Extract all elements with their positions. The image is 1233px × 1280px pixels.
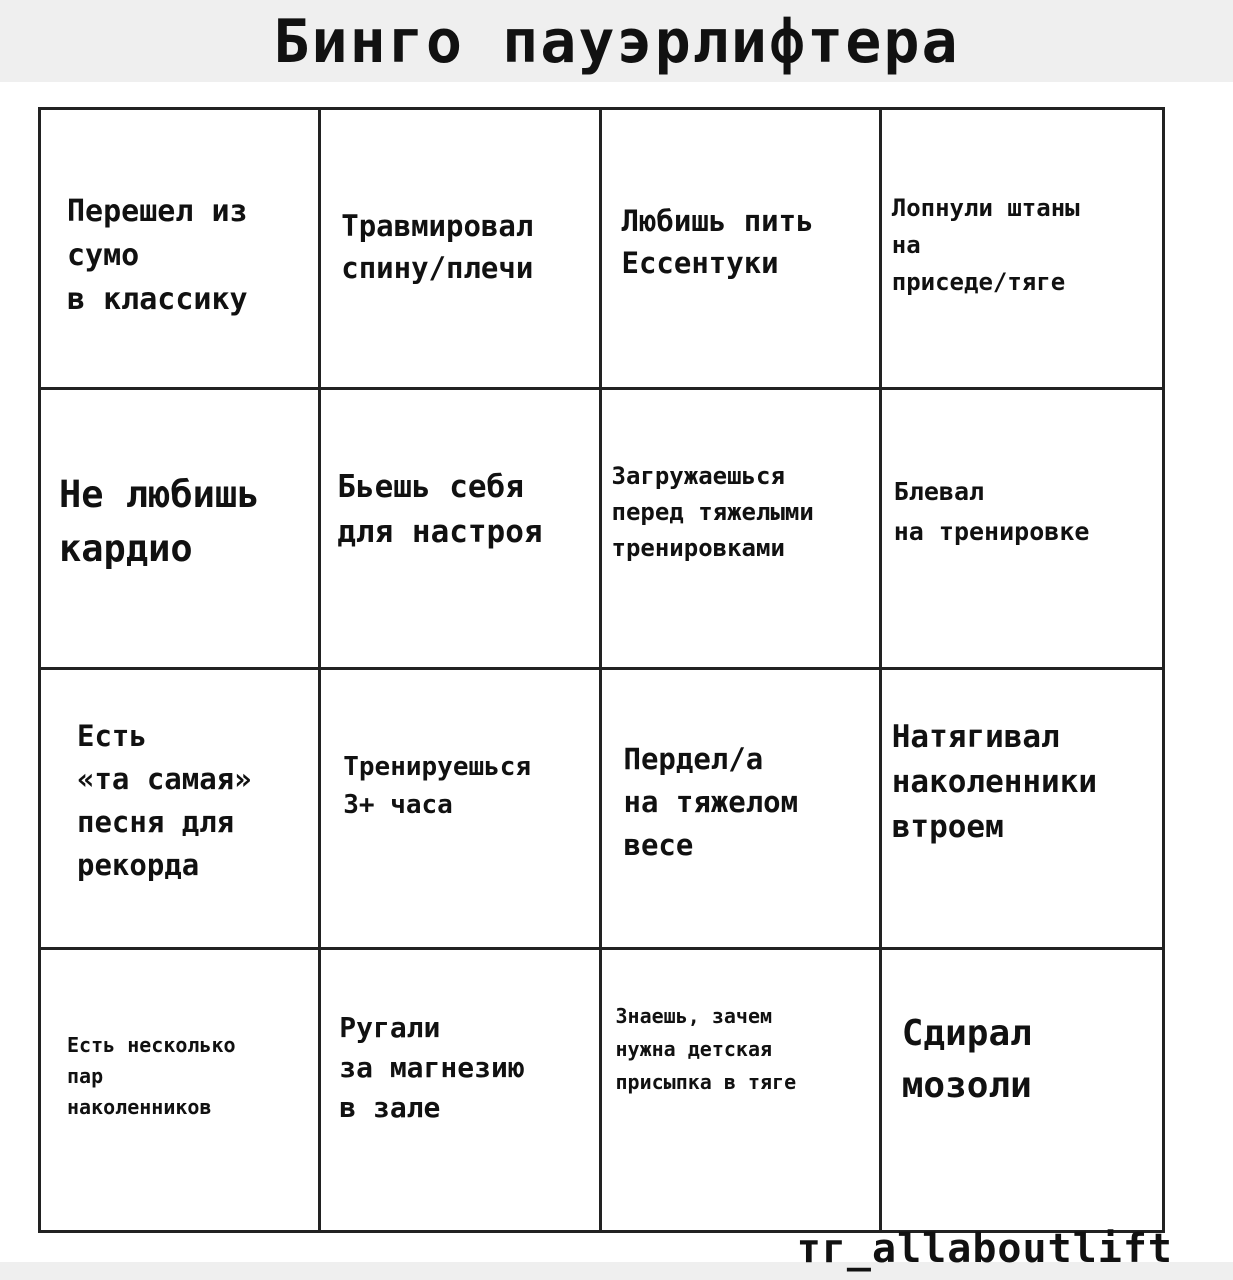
bingo-cell-text: Сдирал мозоли bbox=[901, 1013, 1032, 1106]
bingo-cell bbox=[321, 950, 601, 1230]
bingo-cell bbox=[321, 390, 601, 670]
bingo-cell bbox=[41, 670, 321, 950]
bingo-cell bbox=[321, 110, 601, 390]
bingo-cell-text: Травмировал спину/плечи bbox=[341, 209, 534, 285]
bingo-cell-text: Загружаешься перед тяжелыми тренировками bbox=[611, 462, 814, 562]
bingo-cell bbox=[321, 670, 601, 950]
bingo-cell-text: Знаешь, зачем нужна детская присыпка в тяге bbox=[615, 1004, 797, 1094]
bingo-cell-text: Пердел/а на тяжелом весе bbox=[623, 742, 799, 862]
bingo-cell-text: Есть «та самая» песня для рекорда bbox=[77, 719, 252, 882]
bingo-cell-text: Натягивал наколенники втроем bbox=[891, 719, 1098, 845]
bingo-cell bbox=[882, 950, 1162, 1230]
bingo-cell-text: Лопнули штаны на приседе/тяге bbox=[891, 194, 1080, 296]
bingo-cell-text: Блевал на тренировке bbox=[893, 477, 1090, 546]
bingo-cell-text: Не любишь кардио bbox=[59, 473, 260, 570]
bingo-cell bbox=[41, 110, 321, 390]
bingo-cell bbox=[882, 110, 1162, 390]
bingo-grid bbox=[38, 107, 1165, 1233]
bingo-cell-text: Тренируешься 3+ часа bbox=[343, 752, 532, 820]
watermark: тг_allaboutlift bbox=[796, 1226, 1173, 1272]
bingo-cell bbox=[602, 670, 882, 950]
bingo-cell-text: Есть несколько пар наколенников bbox=[67, 1033, 236, 1119]
bingo-cell bbox=[602, 950, 882, 1230]
bingo-cell bbox=[602, 390, 882, 670]
bingo-cell-text: Любишь пить Ессентуки bbox=[621, 204, 814, 280]
page-title: Бинго пауэрлифтера bbox=[273, 7, 960, 77]
bingo-cell-text: Ругали за магнезию в зале bbox=[339, 1011, 525, 1124]
bingo-cell bbox=[602, 110, 882, 390]
bingo-cell bbox=[41, 390, 321, 670]
bingo-cell bbox=[882, 390, 1162, 670]
bingo-cell bbox=[882, 670, 1162, 950]
bingo-cell-text: Перешел из сумо в классику bbox=[67, 194, 248, 317]
bingo-cell-text: Бьешь себя для настроя bbox=[337, 469, 543, 550]
bingo-cell bbox=[41, 950, 321, 1230]
